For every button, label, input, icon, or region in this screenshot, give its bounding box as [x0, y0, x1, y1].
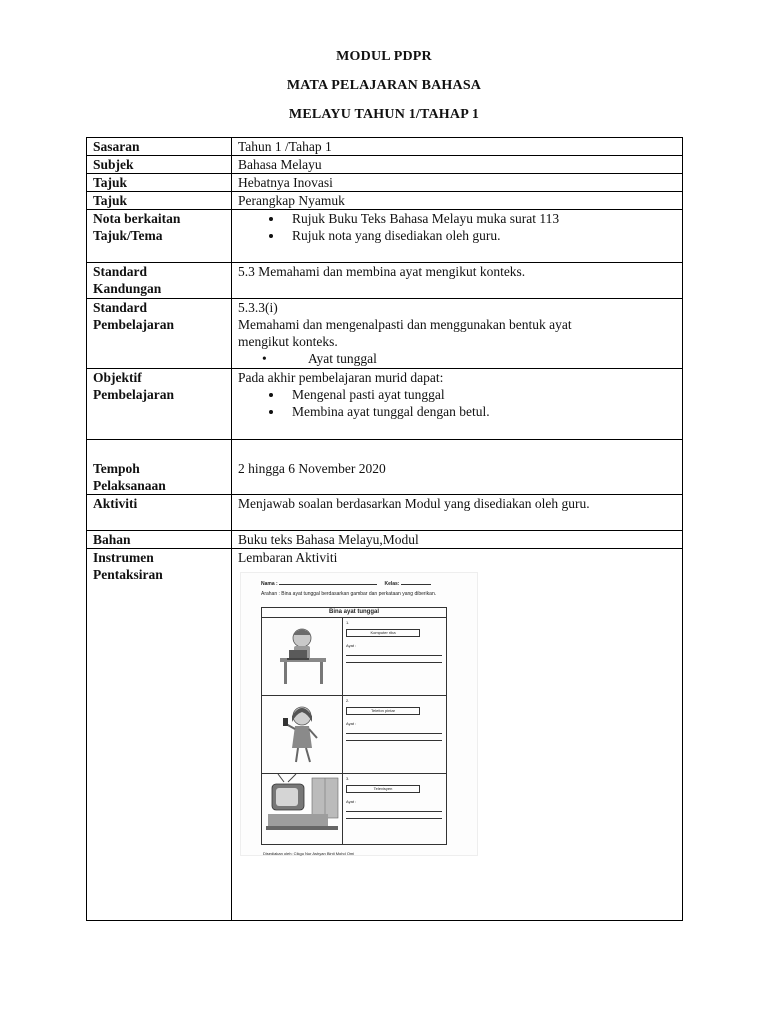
- worksheet-grid: [261, 607, 447, 845]
- instrumen-value: Lembaran Aktiviti: [238, 550, 338, 565]
- label-tempoh: [87, 440, 232, 495]
- row-objektif: [87, 369, 683, 440]
- value-instrumen: [232, 549, 683, 921]
- worksheet-nama-line: [279, 584, 377, 585]
- label-sp-line-1: Standard: [93, 300, 148, 315]
- label-nota-line-2: Tajuk/Tema: [93, 228, 163, 243]
- label-sasaran: Sasaran: [87, 138, 232, 156]
- girl-phone-picture: [262, 696, 343, 773]
- row-bahan: [87, 531, 683, 549]
- answer-line: [346, 812, 442, 819]
- answer-line: [346, 649, 442, 656]
- label-objektif: [87, 369, 232, 440]
- worksheet-item-3-content: [346, 776, 442, 819]
- value-tempoh: 2 hingga 6 November 2020: [232, 440, 683, 495]
- worksheet-item-3-num: 3.: [346, 776, 350, 781]
- worksheet-header: [261, 581, 461, 598]
- worksheet-item-1-num: 1.: [346, 620, 350, 625]
- lesson-plan-table: [86, 137, 683, 921]
- worksheet-item-3-ayat: Ayat :: [346, 799, 357, 804]
- value-tajuk-2: Perangkap Nyamuk: [232, 192, 683, 210]
- row-aktiviti: [87, 495, 683, 531]
- value-standard-kandungan: 5.3 Memahami dan membina ayat mengikut konteks.: [232, 263, 683, 299]
- title-line-3: MELAYU TAHUN 1/TAHAP 1: [288, 107, 480, 122]
- worksheet-item-2: [262, 696, 446, 774]
- row-instrumen: [87, 549, 683, 921]
- worksheet-kelas-label: Kelas:: [384, 581, 400, 587]
- worksheet-item-2-ayat: Ayat :: [346, 721, 357, 726]
- worksheet-kelas-line: [401, 584, 431, 585]
- television-picture: [262, 774, 343, 844]
- worksheet-item-3: [262, 774, 446, 844]
- worksheet-image: [240, 572, 478, 856]
- sp-bullet: [238, 350, 676, 367]
- title-line-2: MATA PELAJARAN BAHASA: [286, 78, 482, 93]
- nota-bullet-1: • Rujuk Buku Teks Bahasa Melayu muka surat 113: [284, 210, 676, 227]
- row-tajuk-1: [87, 174, 683, 192]
- worksheet-title: Bina ayat tunggal: [262, 608, 446, 618]
- boy-laptop-picture: [262, 618, 343, 695]
- label-aktiviti: Aktiviti: [87, 495, 232, 531]
- worksheet-item-2-content: [346, 698, 442, 741]
- nota-bullet-list: [238, 210, 676, 244]
- answer-line: [346, 805, 442, 812]
- value-tajuk-1: Hebatnya Inovasi: [232, 174, 683, 192]
- worksheet-footer: Disediakan oleh: Cikgu Nur Ashyan Binti Mohd Omi: [263, 851, 355, 856]
- worksheet-nama-label: Nama :: [261, 581, 278, 587]
- row-nota: [87, 210, 683, 263]
- row-sasaran: [87, 138, 683, 156]
- value-bahan: Buku teks Bahasa Melayu,Modul: [232, 531, 683, 549]
- value-aktiviti: Menjawab soalan berdasarkan Modul yang disediakan oleh guru.: [232, 495, 683, 531]
- row-standard-kandungan: [87, 263, 683, 299]
- value-objektif: [232, 369, 683, 440]
- label-sk-line-2: Kandungan: [93, 281, 162, 296]
- worksheet-item-1-content: [346, 620, 442, 663]
- girl-phone-illustration: [262, 696, 342, 773]
- label-sk-line-1: Standard: [93, 264, 148, 279]
- television-illustration: [262, 774, 342, 844]
- value-nota: [232, 210, 683, 263]
- row-subjek: [87, 156, 683, 174]
- label-obj-line-2: Pembelajaran: [93, 387, 174, 402]
- value-sasaran: Tahun 1 /Tahap 1: [232, 138, 683, 156]
- label-tajuk-1: Tajuk: [87, 174, 232, 192]
- worksheet-name-row: [261, 581, 461, 588]
- label-tempoh-line-1: Tempoh: [93, 461, 140, 476]
- row-standard-pembelajaran: [87, 299, 683, 369]
- objektif-intro: Pada akhir pembelajaran murid dapat:: [238, 370, 444, 385]
- row-tempoh: [87, 440, 683, 495]
- bullet-dot-icon: •: [262, 351, 267, 366]
- boy-laptop-illustration: [262, 618, 342, 695]
- label-nota: [87, 210, 232, 263]
- worksheet-arahan: Arahan : Bina ayat tunggal berdasarkan gambar dan perkataan yang diberikan.: [261, 591, 437, 597]
- answer-line: [346, 656, 442, 663]
- sp-code: 5.3.3(i): [238, 300, 278, 315]
- label-nota-line-1: Nota berkaitan: [93, 211, 181, 226]
- label-bahan: Bahan: [87, 531, 232, 549]
- worksheet-item-2-num: 2.: [346, 698, 350, 703]
- worksheet-item-1-ayat: Ayat :: [346, 643, 357, 648]
- worksheet-item-1: [262, 618, 446, 696]
- answer-line: [346, 734, 442, 741]
- label-tempoh-line-2: Pelaksanaan: [93, 478, 166, 493]
- value-standard-pembelajaran: [232, 299, 683, 369]
- sp-text-line-2: mengikut konteks.: [238, 334, 338, 349]
- title-line-1: MODUL PDPR: [336, 49, 432, 64]
- objektif-bullet-list: [238, 386, 676, 420]
- sp-bullet-text: Ayat tunggal: [308, 351, 377, 366]
- label-obj-line-1: Objektif: [93, 370, 142, 385]
- label-ins-line-2: Pentaksiran: [93, 567, 163, 582]
- worksheet-item-1-word: Komputer riba: [346, 629, 420, 637]
- label-ins-line-1: Instrumen: [93, 550, 154, 565]
- label-subjek: Subjek: [87, 156, 232, 174]
- label-instrumen: [87, 549, 232, 921]
- objektif-bullet-1: • Mengenal pasti ayat tunggal: [284, 386, 676, 403]
- answer-line: [346, 727, 442, 734]
- label-standard-kandungan: [87, 263, 232, 299]
- label-tajuk-2: Tajuk: [87, 192, 232, 210]
- worksheet-item-2-word: Telefon pintar: [346, 707, 420, 715]
- row-tajuk-2: [87, 192, 683, 210]
- label-standard-pembelajaran: [87, 299, 232, 369]
- worksheet-item-3-word: Televisyen: [346, 785, 420, 793]
- nota-bullet-2: • Rujuk nota yang disediakan oleh guru.: [284, 227, 676, 244]
- document-header: [0, 50, 768, 137]
- objektif-bullet-2: • Membina ayat tunggal dengan betul.: [284, 403, 676, 420]
- value-subjek: Bahasa Melayu: [232, 156, 683, 174]
- label-sp-line-2: Pembelajaran: [93, 317, 174, 332]
- sp-text-line-1: Memahami dan mengenalpasti dan menggunakan bentuk ayat: [238, 317, 572, 332]
